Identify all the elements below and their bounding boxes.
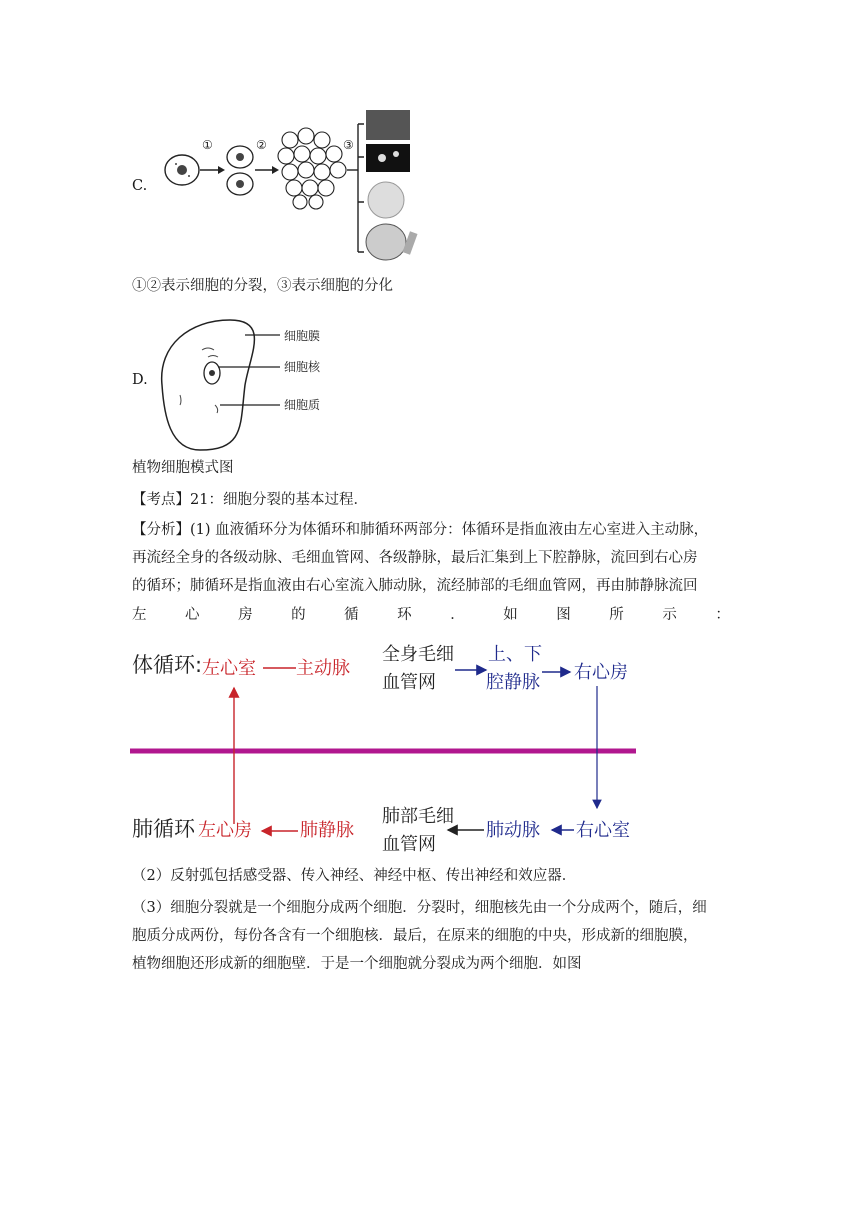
membrane-label: 细胞膜 [284, 329, 321, 343]
single-cell [165, 155, 199, 185]
fenxi-line-2: 再流经全身的各级动脉、毛细血管网、各级静脉，最后汇集到上下腔静脉，流回到右心房 [132, 550, 698, 566]
cell-division-figure [150, 102, 425, 262]
point-3-line-1: （3）细胞分裂就是一个细胞分成两个细胞．分裂时，细胞核先由一个分成两个，随后，细 [132, 900, 707, 916]
cell-membrane-outline [162, 320, 255, 450]
point-2-line: （2）反射弧包括感受器、传入神经、神经中枢、传出神经和效应器． [132, 868, 577, 884]
spread-char: ． [450, 607, 465, 623]
tissue-image-3 [368, 182, 404, 218]
step-1-label: ① [202, 138, 213, 152]
blood-circulation-diagram [130, 636, 636, 856]
cell-cluster [278, 128, 346, 209]
fenxi-line-3: 的循环；肺循环是指血液由右心室流入肺动脉，流经肺部的毛细血管网，再由肺静脉流回 [132, 578, 698, 594]
spread-char: ： [715, 607, 730, 623]
right-atrium: 右心房 [574, 662, 628, 683]
systemic-aorta: 主动脉 [296, 658, 350, 679]
pulmonary-artery: 肺动脉 [486, 820, 540, 841]
tissue-image-2 [366, 144, 410, 172]
step-2-label: ② [256, 138, 267, 152]
spread-char: 心 [185, 607, 200, 623]
spread-char: 所 [609, 607, 624, 623]
pulmonary-vein: 肺静脉 [300, 820, 354, 841]
right-ventricle: 右心室 [576, 820, 630, 841]
cytoplasm-label: 细胞质 [284, 398, 321, 412]
spread-char: 环 [397, 607, 412, 623]
spread-char: 如 [503, 607, 518, 623]
lung-capillary-line-1: 肺部毛细 [382, 806, 454, 827]
vena-cava-line-2: 腔静脉 [486, 672, 540, 693]
spread-char: 的 [291, 607, 306, 623]
option-d-caption: 植物细胞模式图 [132, 460, 234, 476]
pulmonary-title: 肺循环 [132, 817, 195, 841]
systemic-left-ventricle: 左心室 [202, 658, 256, 679]
point-3-line-3: 植物细胞还形成新的细胞壁．于是一个细胞就分裂成为两个细胞．如图 [132, 956, 582, 972]
spread-char: 房 [238, 607, 253, 623]
spread-char: 图 [556, 607, 571, 623]
spread-char: 循 [344, 607, 359, 623]
nucleus-label: 细胞核 [284, 360, 321, 374]
two-cells [227, 146, 253, 195]
spread-char: 左 [132, 607, 147, 623]
fenxi-line-4 [132, 605, 730, 625]
option-d-label: D. [132, 372, 148, 388]
plant-cell-figure [150, 315, 370, 455]
body-capillary-line-2: 血管网 [382, 672, 436, 693]
step-3-label: ③ [343, 138, 354, 152]
pulmonary-left-atrium: 左心房 [198, 820, 252, 841]
option-c-caption: ①②表示细胞的分裂，③表示细胞的分化 [132, 278, 393, 294]
systemic-title: 体循环: [132, 653, 203, 677]
option-c-label: C. [132, 178, 148, 194]
point-3-line-2: 胞质分成两份，每份各含有一个细胞核．最后，在原来的细胞的中央，形成新的细胞膜， [132, 928, 698, 944]
vena-cava-line-1: 上、下 [488, 644, 542, 665]
body-capillary-line-1: 全身毛细 [382, 644, 454, 665]
fenxi-line-1: 【分析】(1) 血液循环分为体循环和肺循环两部分：体循环是指血液由左心室进入主动脉， [132, 522, 709, 538]
lung-capillary-line-2: 血管网 [382, 834, 436, 855]
spread-char: 示 [662, 607, 677, 623]
tissue-image-4 [366, 224, 406, 260]
tissue-image-1 [366, 110, 410, 140]
kaodian-line: 【考点】21：细胞分裂的基本过程． [132, 492, 368, 508]
